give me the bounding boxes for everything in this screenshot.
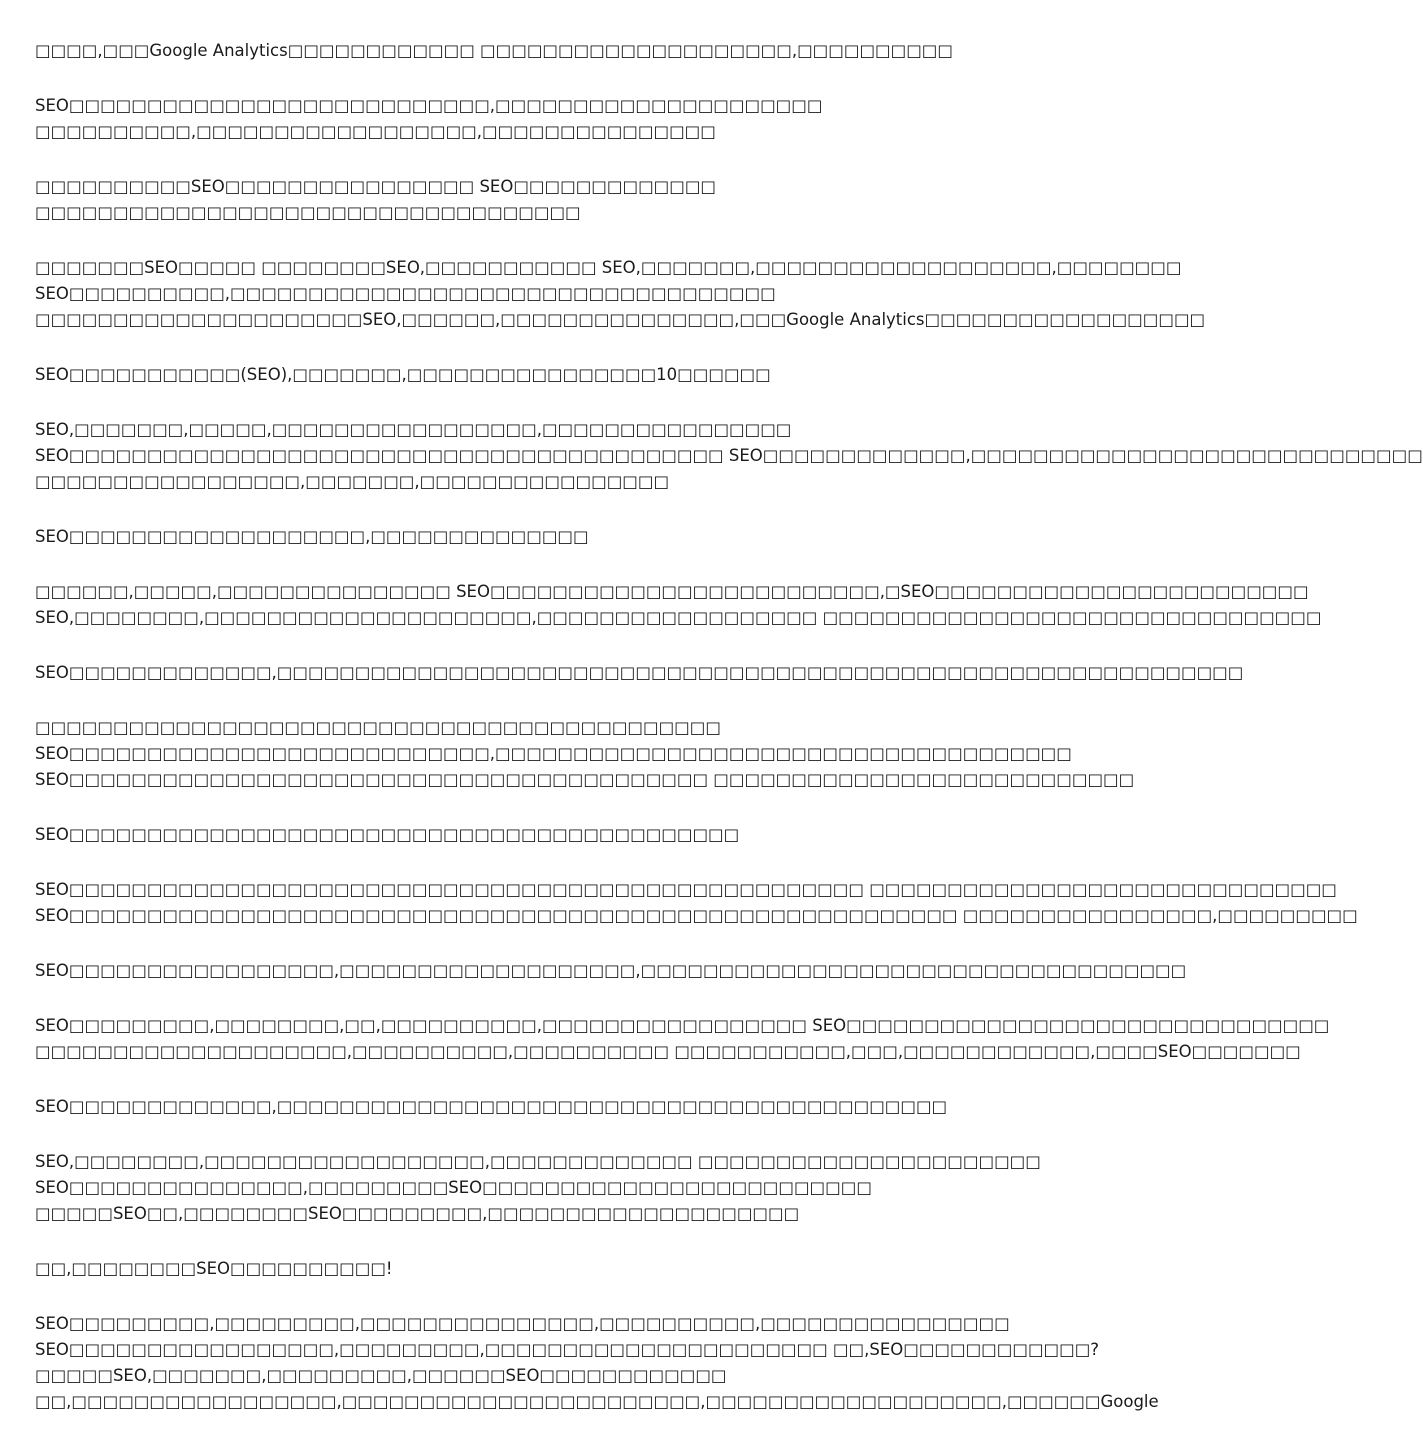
text-line: SEO□□□□□□□□□□□□□□□□□□□□□□□□□□□□□□□□□□□□□□□□□□□□□□□□□□□□□□□□□ □□□□□□□□□□□□□□□□,□□□□□□□□□	[35, 906, 1358, 925]
text-line: □□□□,□□□Google Analytics□□□□□□□□□□□□ □□□□□□□□□□□□□□□□□□□□,□□□□□□□□□□	[35, 41, 953, 60]
document-page	[35, 38, 1423, 1444]
text-line: SEO□□□□□□□□□□□□□□□□□□□□□□□□□□□,□□□□□□□□□□□□□□□□□□□□□□□□□□□□□□□□□□□□□	[35, 744, 1072, 763]
text-line: □□□□□□□□□□,□□□□□□□□□□□□□□□□□□,□□□□□□□□□□□□□□□	[35, 122, 716, 141]
paragraph	[35, 38, 995, 64]
paragraph	[35, 958, 1187, 984]
text-line: □□□□□□□□□□□□□□□□□□□□□SEO,□□□□□□,□□□□□□□□□□□□□□□,□□□Google Analytics□□□□□□□□□□□□□□□□□□	[35, 310, 1206, 329]
paragraph	[35, 174, 995, 226]
text-line: SEO□□□□□□□□□□□□□□□□□□□□□□□□□□□□□□□□□□□□□□□□□□□	[35, 825, 740, 844]
text-line: SEO□□□□□□□□□□□□□□□□□□□□□□□□□□□□□□□□□□□□□□□□□□ SEO□□□□□□□□□□□□□,□□□□□□□□□□□□□□□□□□□□□□□□□□□□□	[35, 446, 1423, 465]
text-line: SEO□□□□□□□□□□,□□□□□□□□□□□□□□□□□□□□□□□□□□□□□□□□□□□	[35, 284, 776, 303]
text-line: □□□□□□□□□□SEO□□□□□□□□□□□□□□□□ SEO□□□□□□□□□□□□□	[35, 177, 717, 196]
paragraph	[35, 417, 1423, 495]
text-line: □□□□□SEO,□□□□□□□,□□□□□□□□□,□□□□□□SEO□□□□□□□□□□□□	[35, 1366, 727, 1385]
paragraph	[35, 660, 1244, 686]
text-line: SEO□□□□□□□□□□□□□,□□□□□□□□□□□□□□□□□□□□□□□□□□□□□□□□□□□□□□□□□□□	[35, 1097, 948, 1116]
text-line: SEO□□□□□□□□□□□□□□□□□□□,□□□□□□□□□□□□□□	[35, 527, 589, 546]
text-line: SEO□□□□□□□□□□□□□,□□□□□□□□□□□□□□□□□□□□□□□□□□□□□□□□□□□□□□□□□□□□□□□□□□□□□□□□□□□□□□	[35, 663, 1244, 682]
text-line: □□□□□SEO□□,□□□□□□□□SEO□□□□□□□□□,□□□□□□□□□□□□□□□□□□□□	[35, 1204, 800, 1223]
text-line: □□,□□□□□□□□SEO□□□□□□□□□□!	[35, 1259, 393, 1278]
text-line: SEO□□□□□□□□□□□□□□□□□□□□□□□□□□□□□□□□□□□□□□□□□□□□□□□□□□□ □□□□□□□□□□□□□□□□□□□□□□□□□□□□□□	[35, 880, 1337, 899]
paragraph	[35, 715, 1135, 793]
text-line: SEO□□□□□□□□□□□□□□□□□□□□□□□□□□□□□□□□□□□□□□□□□ □□□□□□□□□□□□□□□□□□□□□□□□□□□	[35, 770, 1135, 789]
paragraph	[35, 255, 1206, 333]
text-line: □□□□□□□□□□□□□□□□□,□□□□□□□,□□□□□□□□□□□□□□□□	[35, 472, 670, 491]
paragraph	[35, 1311, 1159, 1415]
paragraph	[35, 877, 1358, 929]
text-line: □□□□□□□□□□□□□□□□□□□□□□□□□□□□□□□□□□□	[35, 203, 581, 222]
paragraph	[35, 579, 1322, 631]
paragraph	[35, 93, 995, 145]
text-line: □□□□□□,□□□□□,□□□□□□□□□□□□□□□ SEO□□□□□□□□□□□□□□□□□□□□□□□□□,□SEO□□□□□□□□□□□□□□□□□□□□□□□□	[35, 582, 1309, 601]
paragraph	[35, 822, 995, 848]
text-line: SEO□□□□□□□□□,□□□□□□□□□,□□□□□□□□□□□□□□□,□□□□□□□□□□,□□□□□□□□□□□□□□□□	[35, 1314, 1010, 1333]
paragraph	[35, 362, 995, 388]
paragraph	[35, 1149, 1041, 1227]
text-line: □□□□□□□SEO□□□□□ □□□□□□□□SEO,□□□□□□□□□□□ SEO,□□□□□□□,□□□□□□□□□□□□□□□□□□□,□□□□□□□□	[35, 258, 1182, 277]
text-line: SEO□□□□□□□□□□□□□□□□□,□□□□□□□□□□□□□□□□□□□,□□□□□□□□□□□□□□□□□□□□□□□□□□□□□□□□□□□	[35, 961, 1187, 980]
paragraph	[35, 1013, 1330, 1065]
paragraph	[35, 1256, 995, 1282]
text-line: SEO□□□□□□□□□,□□□□□□□□,□□,□□□□□□□□□□,□□□□□□□□□□□□□□□□□ SEO□□□□□□□□□□□□□□□□□□□□□□□□□□□□□□□	[35, 1016, 1330, 1035]
text-line: SEO,□□□□□□□□,□□□□□□□□□□□□□□□□□□,□□□□□□□□□□□□□ □□□□□□□□□□□□□□□□□□□□□□	[35, 1152, 1041, 1171]
text-line: □□,□□□□□□□□□□□□□□□□□,□□□□□□□□□□□□□□□□□□□□□□□,□□□□□□□□□□□□□□□□□□□,□□□□□□Google	[35, 1392, 1159, 1411]
text-line: SEO□□□□□□□□□□□□□□□,□□□□□□□□□SEO□□□□□□□□□□□□□□□□□□□□□□□□□	[35, 1178, 872, 1197]
text-line: SEO□□□□□□□□□□□□□□□□□,□□□□□□□□□,□□□□□□□□□□□□□□□□□□□□□□ □□,SEO□□□□□□□□□□□□?	[35, 1340, 1100, 1359]
text-line: SEO□□□□□□□□□□□□□□□□□□□□□□□□□□□,□□□□□□□□□□□□□□□□□□□□□	[35, 96, 823, 115]
paragraph	[35, 524, 995, 550]
paragraph	[35, 1094, 995, 1120]
text-line: □□□□□□□□□□□□□□□□□□□□□□□□□□□□□□□□□□□□□□□□□□□□	[35, 718, 721, 737]
text-line: SEO,□□□□□□□□,□□□□□□□□□□□□□□□□□□□□□,□□□□□□□□□□□□□□□□□□ □□□□□□□□□□□□□□□□□□□□□□□□□□□□□□□□	[35, 608, 1322, 627]
text-line: SEO□□□□□□□□□□□(SEO),□□□□□□□,□□□□□□□□□□□□□□□□10□□□□□□	[35, 365, 771, 384]
text-line: □□□□□□□□□□□□□□□□□□□□,□□□□□□□□□□,□□□□□□□□□□ □□□□□□□□□□□,□□□,□□□□□□□□□□□□,□□□□SEO□□□□□□□	[35, 1042, 1301, 1061]
text-line: SEO,□□□□□□□,□□□□□,□□□□□□□□□□□□□□□□□,□□□□□□□□□□□□□□□□	[35, 420, 792, 439]
